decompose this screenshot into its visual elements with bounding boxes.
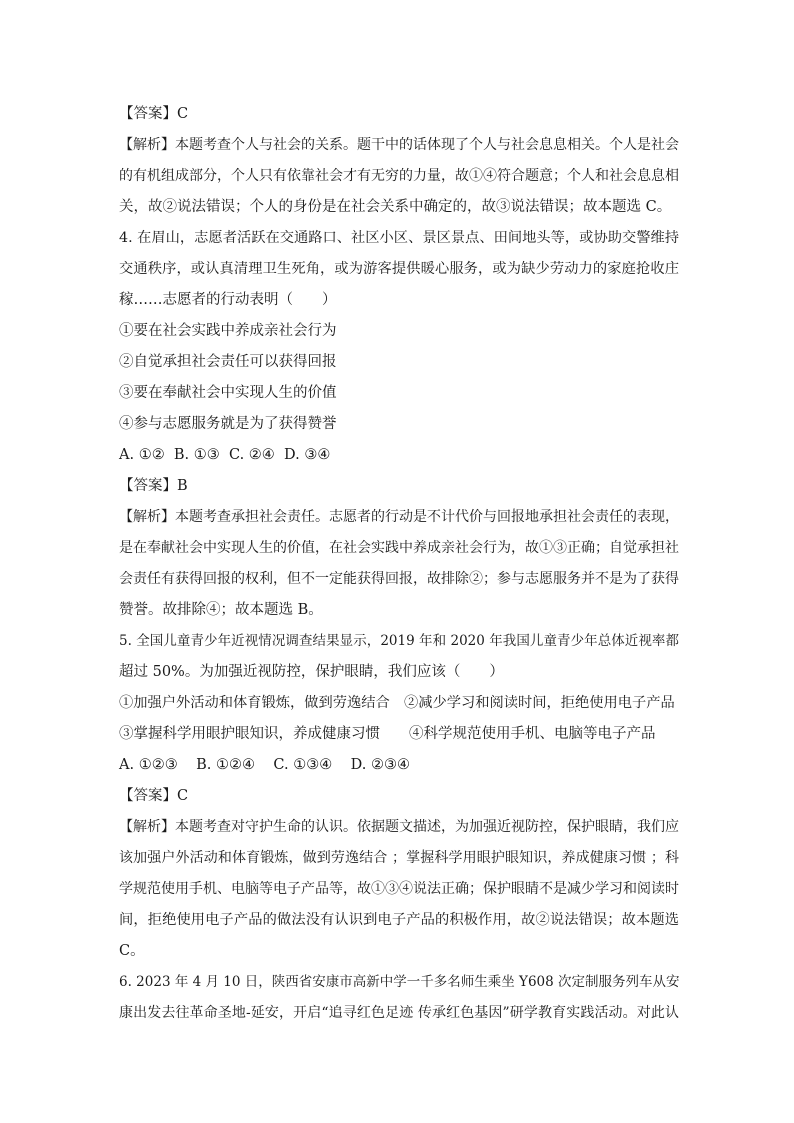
analysis-paragraph-line: 学规范使用手机、电脑等电子产品等，故①③④说法正确；保护眼睛不是减少学习和阅读时: [119, 881, 679, 897]
answer-label: 【答案】C: [119, 106, 189, 122]
question-5-stem: 5. 全国儿童青少年近视情况调查结果显示，2019 年和 2020 年我国儿童青少年总体近视率都: [119, 633, 679, 649]
question-4-statement: ②自觉承担社会责任可以获得回报: [119, 354, 337, 370]
question-4-statement: ④参与志愿服务就是为了获得赞誉: [119, 416, 337, 432]
question-5-statement: ③掌握科学用眼护眼知识，养成健康习惯 ④科学规范使用手机、电脑等电子产品: [119, 726, 656, 742]
answer-label: 【答案】C: [119, 788, 189, 804]
question-4-statement: ③要在奉献社会中实现人生的价值: [119, 385, 337, 401]
question-4-statement: ①要在社会实践中养成亲社会行为: [119, 323, 337, 339]
question-4-stem: 交通秩序，或认真清理卫生死角，或为游客提供暖心服务，或为缺少劳动力的家庭抢收庄: [119, 261, 679, 277]
question-5-choices: A. ①②③ B. ①②④ C. ①③④ D. ②③④: [119, 757, 410, 773]
question-6-stem: 6. 2023 年 4 月 10 日，陕西省安康市高新中学一千多名师生乘坐 Y608 次定制服务列车从安: [119, 974, 680, 990]
question-4-choices: A. ①② B. ①③ C. ②④ D. ③④: [119, 447, 331, 463]
question-5-statement: ①加强户外活动和体育锻炼，做到劳逸结合 ②减少学习和阅读时间，拒绝使用电子产品: [119, 695, 675, 711]
analysis-paragraph-line: 是在奉献社会中实现人生的价值，在社会实践中养成亲社会行为，故①③正确；自觉承担社: [119, 540, 679, 556]
analysis-paragraph-line: C。: [119, 943, 145, 959]
analysis-paragraph-line: 的有机组成部分，个人只有依靠社会才有无穷的力量，故①④符合题意；个人和社会息息相: [119, 168, 679, 184]
analysis-paragraph-line: 【解析】本题考查承担社会责任。志愿者的行动是不计代价与回报地承担社会责任的表现，: [119, 509, 679, 525]
analysis-paragraph-line: 间，拒绝使用电子产品的做法没有认识到电子产品的积极作用，故②说法错误；故本题选: [119, 912, 679, 928]
analysis-paragraph-line: 【解析】本题考查对守护生命的认识。依据题文描述，为加强近视防控，保护眼睛，我们应: [119, 819, 679, 835]
analysis-paragraph-line: 该加强户外活动和体育锻炼，做到劳逸结合 ；掌握科学用眼护眼知识，养成健康习惯 ；科: [119, 850, 679, 866]
analysis-paragraph-line: 会责任有获得回报的权利，但不一定能获得回报，故排除②；参与志愿服务并不是为了获得: [119, 571, 679, 587]
answer-label: 【答案】B: [119, 478, 188, 494]
question-6-stem: 康出发去往革命圣地-延安，开启“追寻红色足迹 传承红色基因”研学教育实践活动。对此认: [119, 1005, 679, 1021]
analysis-paragraph-line: 赞誉。故排除④；故本题选 B。: [119, 602, 323, 618]
question-5-stem: 超过 50%。为加强近视防控，保护眼睛，我们应该（ ）: [119, 664, 504, 680]
question-4-stem: 稼……志愿者的行动表明（ ）: [119, 292, 337, 308]
document-page: [119, 99, 679, 1029]
analysis-paragraph-line: 【解析】本题考查个人与社会的关系。题干中的话体现了个人与社会息息相关。个人是社会: [119, 137, 679, 153]
analysis-paragraph-line: 关，故②说法错误；个人的身份是在社会关系中确定的，故③说法错误；故本题选 C。: [119, 199, 672, 215]
question-4-stem: 4. 在眉山，志愿者活跃在交通路口、社区小区、景区景点、田间地头等，或协助交警维持: [119, 230, 679, 246]
